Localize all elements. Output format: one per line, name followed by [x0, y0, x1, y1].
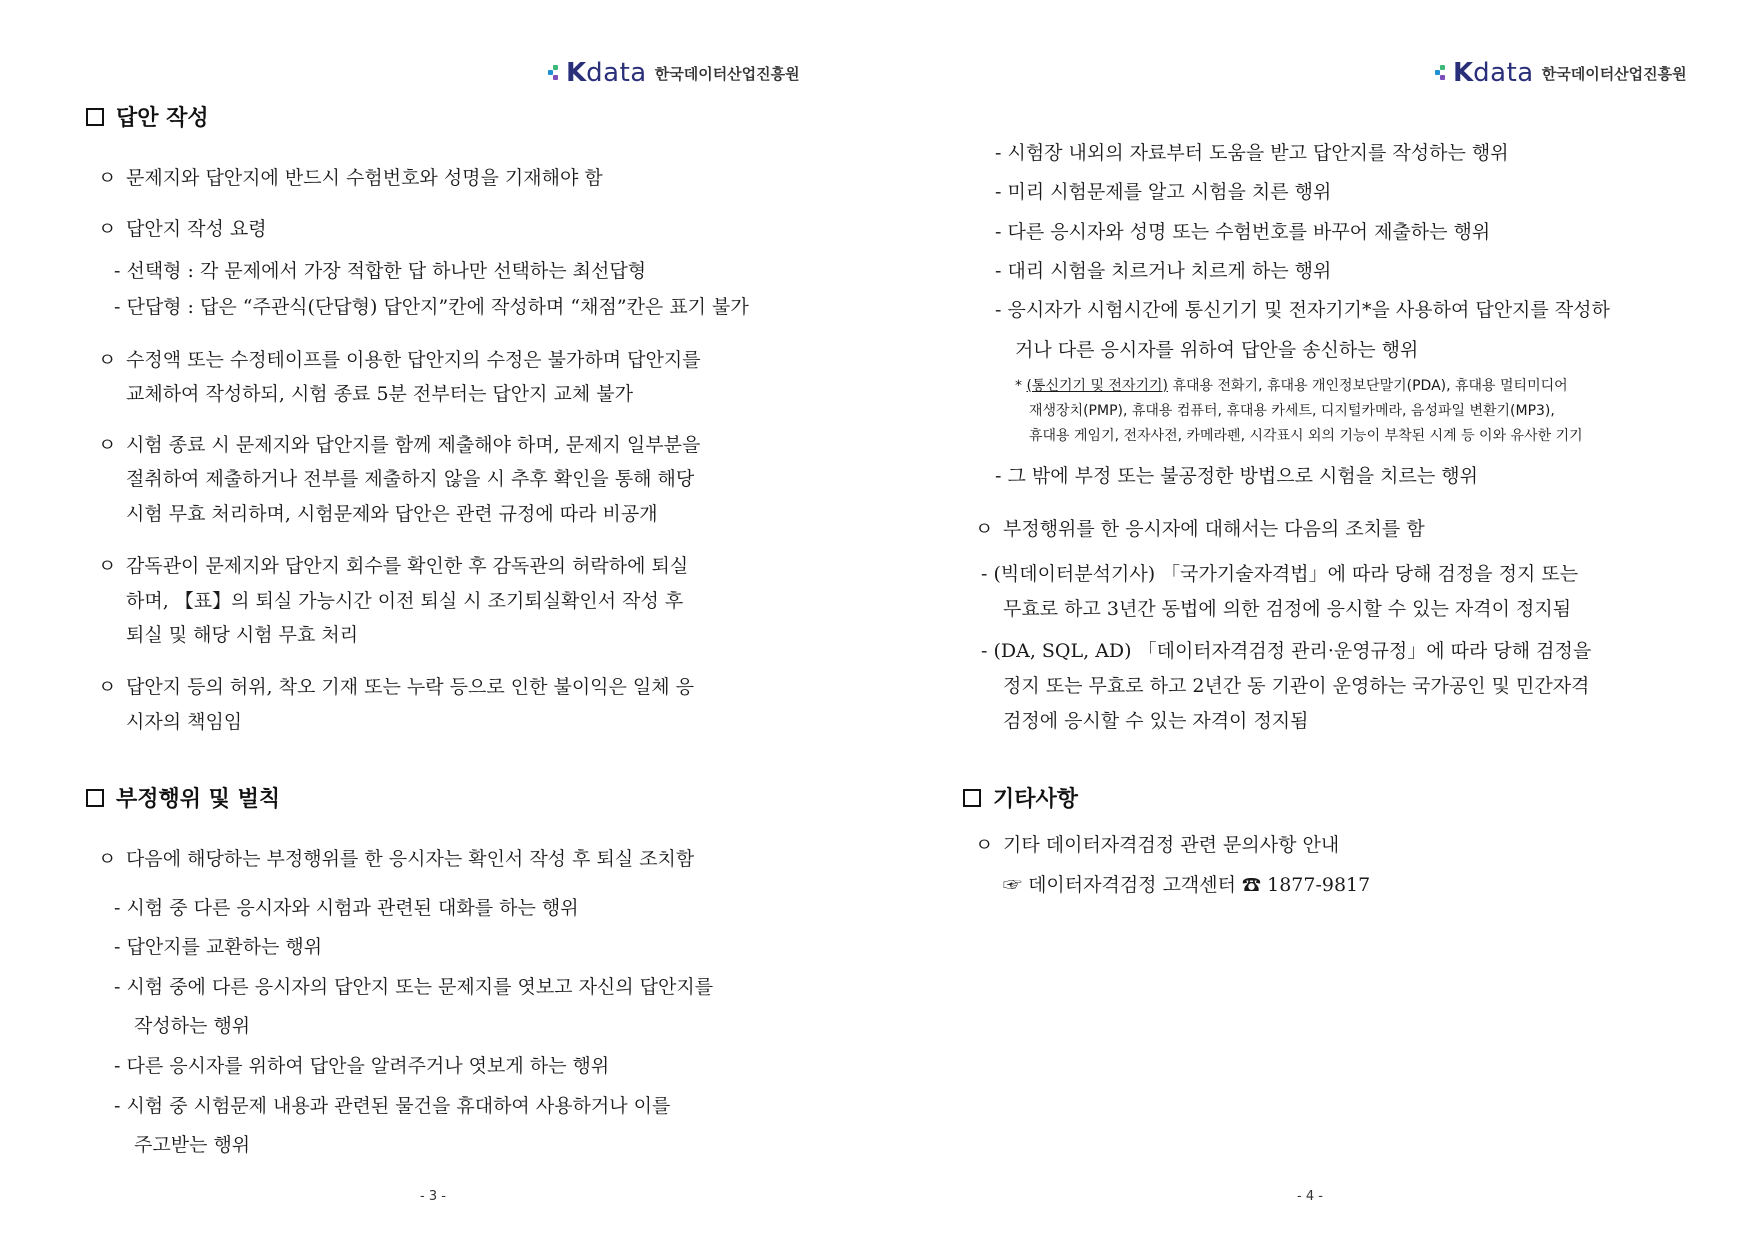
logo-data: data [1473, 58, 1534, 88]
square-bullet-icon [86, 108, 104, 126]
circle-bullet-icon: ㅇ [98, 218, 117, 240]
logo-k: K [1453, 58, 1474, 88]
square-bullet-icon [963, 789, 981, 807]
section-title-others [963, 782, 1078, 813]
list-item: - 단답형 : 답은 “주관식(단답형) 답안지”칸에 작성하며 “채점”칸은 표기 불가 [114, 296, 749, 318]
list-item-continued: 무효로 하고 3년간 동법에 의한 검정에 응시할 수 있는 자격이 정지됨 [1003, 598, 1572, 620]
section-title-text: 기타사항 [993, 787, 1079, 812]
list-item: - 다른 응시자를 위하여 답안을 알려주거나 엿보게 하는 행위 [114, 1055, 610, 1077]
page-number: - 4 - [1297, 1189, 1323, 1204]
list-item: - 시험 중 시험문제 내용과 관련된 물건을 휴대하여 사용하거나 이를 [114, 1095, 671, 1117]
list-item: - (빅데이터분석기사) 「국가기술자격법」에 따라 당해 검정을 정지 또는 [981, 563, 1579, 585]
list-item-continued: 시자의 책임임 [126, 711, 243, 733]
section-title-misconduct [86, 782, 280, 813]
footnote-term: (통신기기 및 전자기기) [1026, 378, 1168, 394]
list-item: - 답안지를 교환하는 행위 [114, 936, 323, 958]
list-item: ㅇ 다음에 해당하는 부정행위를 한 응시자는 확인서 작성 후 퇴실 조치함 [98, 848, 695, 870]
circle-bullet-icon: ㅇ [98, 434, 117, 456]
telephone-icon: ☎ [1242, 874, 1262, 896]
list-item-continued: 하며, 【표】의 퇴실 가능시간 이전 퇴실 시 조기퇴실확인서 작성 후 [126, 590, 684, 612]
list-item: - (DA, SQL, AD) 「데이터자격검정 관리·운영규정」에 따라 당해 검정을 [981, 640, 1592, 662]
kdata-logo-icon [548, 62, 564, 84]
list-item: - 미리 시험문제를 알고 시험을 치른 행위 [995, 181, 1332, 203]
kdata-logo [548, 58, 800, 88]
list-item-continued: 작성하는 행위 [134, 1015, 251, 1037]
list-item: ㅇ 시험 종료 시 문제지와 답안지를 함께 제출해야 하며, 문제지 일부분을 [98, 434, 701, 456]
page-3 [0, 0, 877, 1241]
section-title-answer-writing [86, 101, 209, 132]
section-title-text: 부정행위 및 벌칙 [116, 787, 281, 812]
phone-number: 1877-9817 [1267, 874, 1371, 896]
list-item-continued: 절취하여 제출하거나 전부를 제출하지 않을 시 추후 확인을 통해 해당 [126, 468, 695, 490]
kdata-logo-icon [1435, 62, 1451, 84]
pointing-hand-icon: ☞ [1003, 874, 1023, 896]
logo-org-name: 한국데이터산업진흥원 [1541, 64, 1687, 83]
list-item: ㅇ 문제지와 답안지에 반드시 수험번호와 성명을 기재해야 함 [98, 167, 603, 189]
list-item-continued: 시험 무효 처리하며, 시험문제와 답안은 관련 규정에 따라 비공개 [126, 503, 658, 525]
contact-line [1003, 872, 1370, 898]
list-item: - 대리 시험을 치르거나 치르게 하는 행위 [995, 260, 1332, 282]
square-bullet-icon [86, 789, 104, 807]
list-item-continued: 검정에 응시할 수 있는 자격이 정지됨 [1003, 710, 1309, 732]
list-item-continued: 퇴실 및 해당 시험 무효 처리 [126, 624, 359, 646]
list-item: - 다른 응시자와 성명 또는 수험번호를 바꾸어 제출하는 행위 [995, 221, 1491, 243]
circle-bullet-icon: ㅇ [975, 834, 994, 856]
kdata-logo [1435, 58, 1687, 88]
list-item: - 선택형 : 각 문제에서 가장 적합한 답 하나만 선택하는 최선답형 [114, 260, 647, 282]
list-item-continued: 거나 다른 응시자를 위하여 답안을 송신하는 행위 [1015, 339, 1419, 361]
list-item: ㅇ 기타 데이터자격검정 관련 문의사항 안내 [975, 834, 1340, 856]
list-item: - 시험 중 다른 응시자와 시험과 관련된 대화를 하는 행위 [114, 897, 579, 919]
list-item: ㅇ 부정행위를 한 응시자에 대해서는 다음의 조치를 함 [975, 518, 1425, 540]
footnote-line: * (통신기기 및 전자기기) 휴대용 전화기, 휴대용 개인정보단말기(PDA), 휴대용 멀티미디어 [1015, 378, 1568, 394]
logo-k: K [566, 58, 587, 88]
circle-bullet-icon: ㅇ [98, 349, 117, 371]
list-item-continued: 정지 또는 무효로 하고 2년간 동 기관이 운영하는 국가공인 및 민간자격 [1003, 675, 1590, 697]
circle-bullet-icon: ㅇ [98, 848, 117, 870]
list-item: - 시험장 내외의 자료부터 도움을 받고 답안지를 작성하는 행위 [995, 142, 1509, 164]
circle-bullet-icon: ㅇ [98, 555, 117, 577]
logo-data: data [586, 58, 647, 88]
contact-center-label: 데이터자격검정 고객센터 [1028, 874, 1236, 896]
list-item: ㅇ 수정액 또는 수정테이프를 이용한 답안지의 수정은 불가하며 답안지를 [98, 349, 701, 371]
list-item: - 응시자가 시험시간에 통신기기 및 전자기기*을 사용하여 답안지를 작성하 [995, 299, 1610, 321]
circle-bullet-icon: ㅇ [98, 676, 117, 698]
section-title-text: 답안 작성 [116, 106, 209, 131]
logo-org-name: 한국데이터산업진흥원 [654, 64, 800, 83]
page-number: - 3 - [420, 1189, 446, 1204]
list-item-continued: 주고받는 행위 [134, 1134, 251, 1156]
circle-bullet-icon: ㅇ [98, 167, 117, 189]
list-item: ㅇ 답안지 등의 허위, 착오 기재 또는 누락 등으로 인한 불이익은 일체 응 [98, 676, 695, 698]
page-4 [877, 0, 1755, 1241]
footnote-line: 휴대용 게임기, 전자사전, 카메라펜, 시각표시 외의 기능이 부착된 시계 등 이와 유사한 기기 [1029, 428, 1583, 444]
circle-bullet-icon: ㅇ [975, 518, 994, 540]
footnote-line: 재생장치(PMP), 휴대용 컴퓨터, 휴대용 카세트, 디지털카메라, 음성파일 변환기(MP3), [1029, 403, 1555, 419]
list-item: ㅇ 답안지 작성 요령 [98, 218, 267, 240]
list-item: - 그 밖에 부정 또는 불공정한 방법으로 시험을 치르는 행위 [995, 465, 1478, 487]
list-item: ㅇ 감독관이 문제지와 답안지 회수를 확인한 후 감독관의 허락하에 퇴실 [98, 555, 689, 577]
list-item: - 시험 중에 다른 응시자의 답안지 또는 문제지를 엿보고 자신의 답안지를 [114, 976, 714, 998]
list-item-continued: 교체하여 작성하되, 시험 종료 5분 전부터는 답안지 교체 불가 [126, 383, 633, 405]
